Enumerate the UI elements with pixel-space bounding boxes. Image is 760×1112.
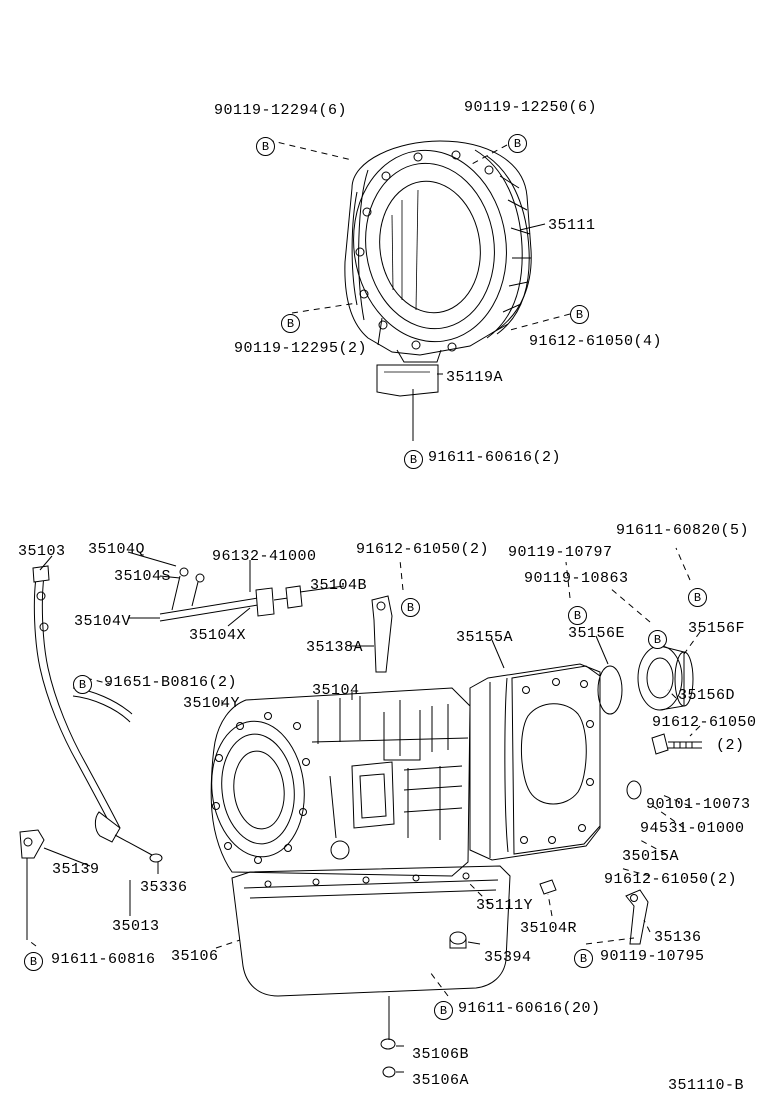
part-label-l4: 96132-41000	[212, 548, 317, 565]
part-label-l5: 35104B	[310, 577, 368, 594]
part-label-l13: 35155A	[456, 629, 514, 646]
part-label-l17: 35104Y	[183, 695, 241, 712]
part-label-l31: 35111Y	[476, 897, 534, 914]
part-label-l16: 91651-B0816(2)	[104, 674, 238, 691]
bolt-marker-icon: B	[570, 305, 589, 324]
part-label-l19: 35156D	[678, 687, 736, 704]
part-label-u7: 91611-60616(2)	[428, 449, 562, 466]
part-label-l33: 35136	[654, 929, 702, 946]
part-label-l3: 35104S	[114, 568, 172, 585]
part-label-u4: 90119-12295(2)	[234, 340, 368, 357]
part-label-l35: 90119-10795	[600, 948, 705, 965]
part-label-l18: 35104	[312, 682, 360, 699]
part-label-l32: 35104R	[520, 920, 578, 937]
part-label-l12: 35138A	[306, 639, 364, 656]
bolt-marker-icon: B	[568, 606, 587, 625]
part-label-l22: 90101-10073	[646, 796, 751, 813]
part-label-l27: 35336	[140, 879, 188, 896]
part-label-l24: 35015A	[622, 848, 680, 865]
bolt-marker-icon: B	[256, 137, 275, 156]
part-label-l11: 35104X	[189, 627, 247, 644]
part-label-l20: 91612-61050	[652, 714, 757, 731]
bell-housing-art	[341, 140, 531, 396]
part-label-l23: 94531-01000	[640, 820, 745, 837]
part-label-l15: 35156F	[688, 620, 746, 637]
bolt-marker-icon: B	[688, 588, 707, 607]
bolt-marker-icon: B	[404, 450, 423, 469]
part-label-l10: 35104V	[74, 613, 132, 630]
part-label-u5: 91612-61050(4)	[529, 333, 663, 350]
part-label-l30: 35106	[171, 948, 219, 965]
bolt-marker-icon: B	[508, 134, 527, 153]
part-label-l2: 35104Q	[88, 541, 146, 558]
part-label-l36: 91611-60616(20)	[458, 1000, 601, 1017]
bolt-marker-icon: B	[24, 952, 43, 971]
bolt-marker-icon: B	[434, 1001, 453, 1020]
part-label-l1: 35103	[18, 543, 66, 560]
part-label-u6: 35119A	[446, 369, 504, 386]
part-label-l6: 91612-61050(2)	[356, 541, 490, 558]
part-label-u2: 90119-12250(6)	[464, 99, 598, 116]
part-label-l37: 35106B	[412, 1046, 470, 1063]
figure-number: 351110-B	[667, 1077, 744, 1094]
part-label-u1: 90119-12294(6)	[214, 102, 348, 119]
part-label-l9: 91611-60820(5)	[616, 522, 750, 539]
part-label-l26: 35139	[52, 861, 100, 878]
part-label-l29: 91611-60816	[51, 951, 156, 968]
part-label-l28: 35013	[112, 918, 160, 935]
part-label-u3: 35111	[548, 217, 596, 234]
bolt-marker-icon: B	[648, 630, 667, 649]
bolt-marker-icon: B	[73, 675, 92, 694]
part-label-l38: 35106A	[412, 1072, 470, 1089]
part-label-l25: 91612-61050(2)	[604, 871, 738, 888]
bolt-marker-icon: B	[281, 314, 300, 333]
part-label-l8: 90119-10863	[524, 570, 629, 587]
part-label-l34: 35394	[484, 949, 532, 966]
part-label-l21: (2)	[716, 737, 745, 754]
part-label-l7: 90119-10797	[508, 544, 613, 561]
bolt-marker-icon: B	[574, 949, 593, 968]
bolt-marker-icon: B	[401, 598, 420, 617]
part-label-l14: 35156E	[568, 625, 626, 642]
